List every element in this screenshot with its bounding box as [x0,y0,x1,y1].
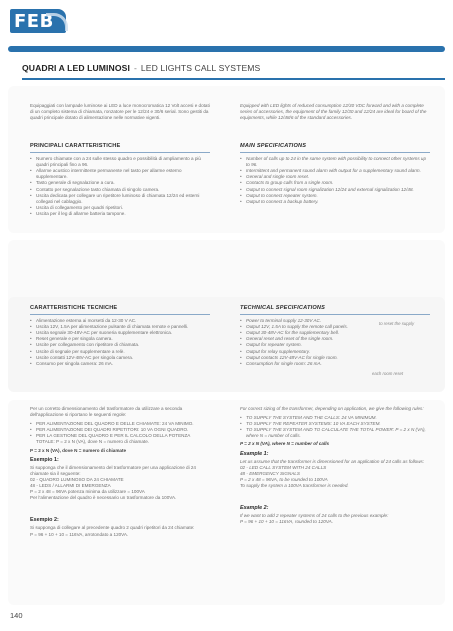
list-item: • Power to terminal supply 12-30V AC. [240,318,430,324]
list-item: • Consumo per singola camera: 26 mA. [30,361,210,367]
example1-en-line: P = 2 x 48 = 96VA, to be rounded to 100VA [240,476,328,482]
list-item: • Output to connect a backup battery. [240,199,430,205]
side-note: each room reset [372,371,404,376]
example1-it-line: P = 2 x 48 = 96VA potenza minima da utilizzare = 100VA [30,489,145,495]
list-item: • Uscite contatti 12V-48V-AC per singola camera. [30,355,210,361]
example2-it-line: P = 96 + 10 + 10 = 116VA, arrotondato a 120VA. [30,531,129,537]
main-specs-en [240,143,430,205]
list-item: • Numero chiamate con a 24 sulle stesso quadro e possibilità di ampliamento a più quadri principali fino a 96. [30,156,210,168]
logo-swoosh-icon [46,13,68,31]
sizing-en [240,406,430,525]
intro-it-text: Equipaggiati con lampade luminose ai LED a luce monocromatica 12 Volt accesi e dotati di un completo sistema di chiamata, ronzatore per le 12/24 e 30/6 serial. Sono gestiti da quadri principale dotato di alimentazione nelle normative vigenti. [30,103,210,121]
tech-specs-it-list [30,318,210,367]
title-divider [22,78,445,80]
list-item: • PER LA GESTIONE DEL QUADRO E PER IL CALCOLO DELLA POTENZA TOTALE: P = 2 x N (VA), dove N = numero di chiamate. [30,433,210,445]
list-item: • Allarme acustico intermittente permanente nel tasto per allarme esterno supplementare. [30,168,210,180]
list-item: • TO SUPPLY THE REPEATER SYSTEMS: 10 VA EACH SYSTEM. [240,421,430,427]
page-title [22,63,260,73]
sizing-en-list [240,415,430,439]
example1-en-line: 02 - LED CALL SYSTEM WITH 24 CALLS [240,464,327,470]
example2-it-line: Si supponga di collegare al precedente quadro 2 quadri ripetitori da 24 chiamate: [30,525,195,531]
sizing-it [30,406,210,538]
title-it: QUADRI A LED LUMINOSI [22,63,130,73]
list-item: • TO SUPPLY THE SYSTEM AND THE CALLS: 24 VA MINIMUM. [240,415,430,421]
divider [30,152,210,153]
main-specs-en-list [240,156,430,205]
tech-specs-it [30,305,210,367]
list-item: • Uscita segnale 30-48V-AC per suoneria supplementare elettronica. [30,330,210,336]
example2-en-line: P = 96 + 10 + 10 = 116VA, rounded to 120VA. [240,519,333,525]
main-specs-it [30,143,210,217]
title-separator: - [133,63,137,73]
list-item: • Uscita di collegamento per quadri ripetitori. [30,205,210,211]
intro-en [240,103,430,124]
list-item: • Contacts to group calls from a single room. [240,180,430,186]
feb-logo [10,9,66,33]
main-specs-en-title: MAIN SPECIFICATIONS [240,143,307,149]
divider [240,152,430,153]
example1-en-line: To supply the system a 100VA transformer is needed. [240,483,349,489]
list-item: • Alimentazione esterna ai morsetti da 12-30 V AC. [30,318,210,324]
main-specs-it-title: PRINCIPALI CARATTERISTICHE [30,143,121,149]
list-item: • Output to connect repeater system. [240,193,430,199]
divider [30,314,210,315]
list-item: • Tasto generale di segnalazione a cura. [30,180,210,186]
tech-specs-en [240,305,430,367]
tech-specs-en-title: TECHNICAL SPECIFICATIONS [240,305,326,311]
list-item: • Uscita 12V, 1.5A per alimentazione pulsante di chiamata remote e pannelli. [30,324,210,330]
list-item: • Output to connect signal room signalization 12/24 and external signalization 12/48. [240,187,430,193]
list-item: • Uscita dedicata per collegare un ripetitore luminoso di chiamata 12/24 ed esterni collegati nel cablaggio. [30,193,210,205]
sizing-it-intro: Per un corretto dimensionamento del trasformatore da utilizzare a seconda dell'applicazione si riportano le seguenti regole: [30,406,183,418]
list-item: • Uscite di segnale per supplementare a relè. [30,349,210,355]
list-item: • PER ALIMENTAZIONE DEL QUADRO E DELLE CHIAMATE: 24 VA MINIMO. [30,421,210,427]
logo-text: FEB [14,11,54,32]
sizing-en-intro: For correct sizing of the transformer, depending on application, we give the following rules: [240,406,424,411]
tech-specs-it-title: CARATTERISTICHE TECNICHE [30,305,118,311]
intro-it [30,103,210,124]
example1-it-line: Si supponga che il dimensionamento del trasformatore per una applicazione di 24 chiamate sia il seguente: [30,464,196,476]
page-number: 140 [10,611,23,620]
list-item: • Output contacts 12V-48V-AC for single room. [240,355,430,361]
example2-it-title: Esempio 2: [30,517,59,524]
list-item: • Output for relay supplementary. [240,349,430,355]
side-note: to reset the supply [379,321,415,326]
example1-it-line: 48 - LEDS / ALLARMI DI EMERGENZA [30,483,111,489]
example2-en-line: If we want to add 2 repeater systems of 24 calls to the previous example: [240,513,389,519]
divider [240,314,430,315]
example1-en-title: Example 1: [240,450,269,457]
list-item: • Reset generale e per singola camera. [30,336,210,342]
example1-en-line: 48 - EMERGENCY SIGNALS [240,470,300,476]
list-item: • PER ALIMENTAZIONE DEI QUADRI RIPETITORI: 10 VA OGNI QUADRO. [30,427,210,433]
header-bar [8,46,445,52]
sizing-it-formula: P = 2 x N (VA), dove N = numero di chiamate [30,447,127,453]
list-item: • Uscita per il leg di allarme batteria tampone. [30,211,210,217]
list-item: • Consumption for single room: 26 mA. [240,361,430,367]
list-item: • Intermittent and permanent sound alarm with output for a supplementary sound alarm. [240,168,430,174]
list-item: • TO SUPPLY THE SYSTEM AND TO CALCULATE THE TOTAL POWER: P = 2 x N (VA), where N = number of calls. [240,427,430,439]
title-en: LED LIGHTS CALL SYSTEMS [140,63,261,73]
list-item: • Uscite per collegamento con ripetitore di chiamata. [30,342,210,348]
list-item: • Contatto per segnalazione tasto chiamata di singolo camera. [30,187,210,193]
example1-it-title: Esempio 1: [30,456,59,463]
sizing-it-list [30,421,210,445]
list-item: • Output 12V, 1.5A to supply the remote call panels. [240,324,430,330]
list-item: • Output 30-48V-AC for the supplementary bell. [240,330,430,336]
list-item: • General and single room reset. [240,174,430,180]
example2-en-title: Example 2: [240,505,269,512]
list-item: • General reset and reset of the single room. [240,336,430,342]
example1-it-line: Per l'alimentazione del quadro è necessario un trasformatore da 100VA. [30,495,177,501]
intro-en-text: Equipped with LED lights of reduced consumption 12/30 VDC forward and with a complete series of accessories, the equipment of the family 12/30 and 12/24 are ideal for board of the equipments, while 12/48/6 of the standard accessories. [240,103,427,121]
example1-it-line: 02 - QUADRO LUMINOSO DA 24 CHIAMATE [30,476,124,482]
list-item: • Number of calls up to 24 in the same system with possibility to connect other systems up to 96. [240,156,430,168]
list-item: • Output for repeater system. [240,342,430,348]
example1-en-line: Let us assume that the transformer is dimensioned for an application of 24 calls as follows: [240,458,425,464]
main-specs-it-list [30,156,210,217]
sizing-en-formula: P = 2 x N (VA), where N = number of calls [240,441,330,447]
